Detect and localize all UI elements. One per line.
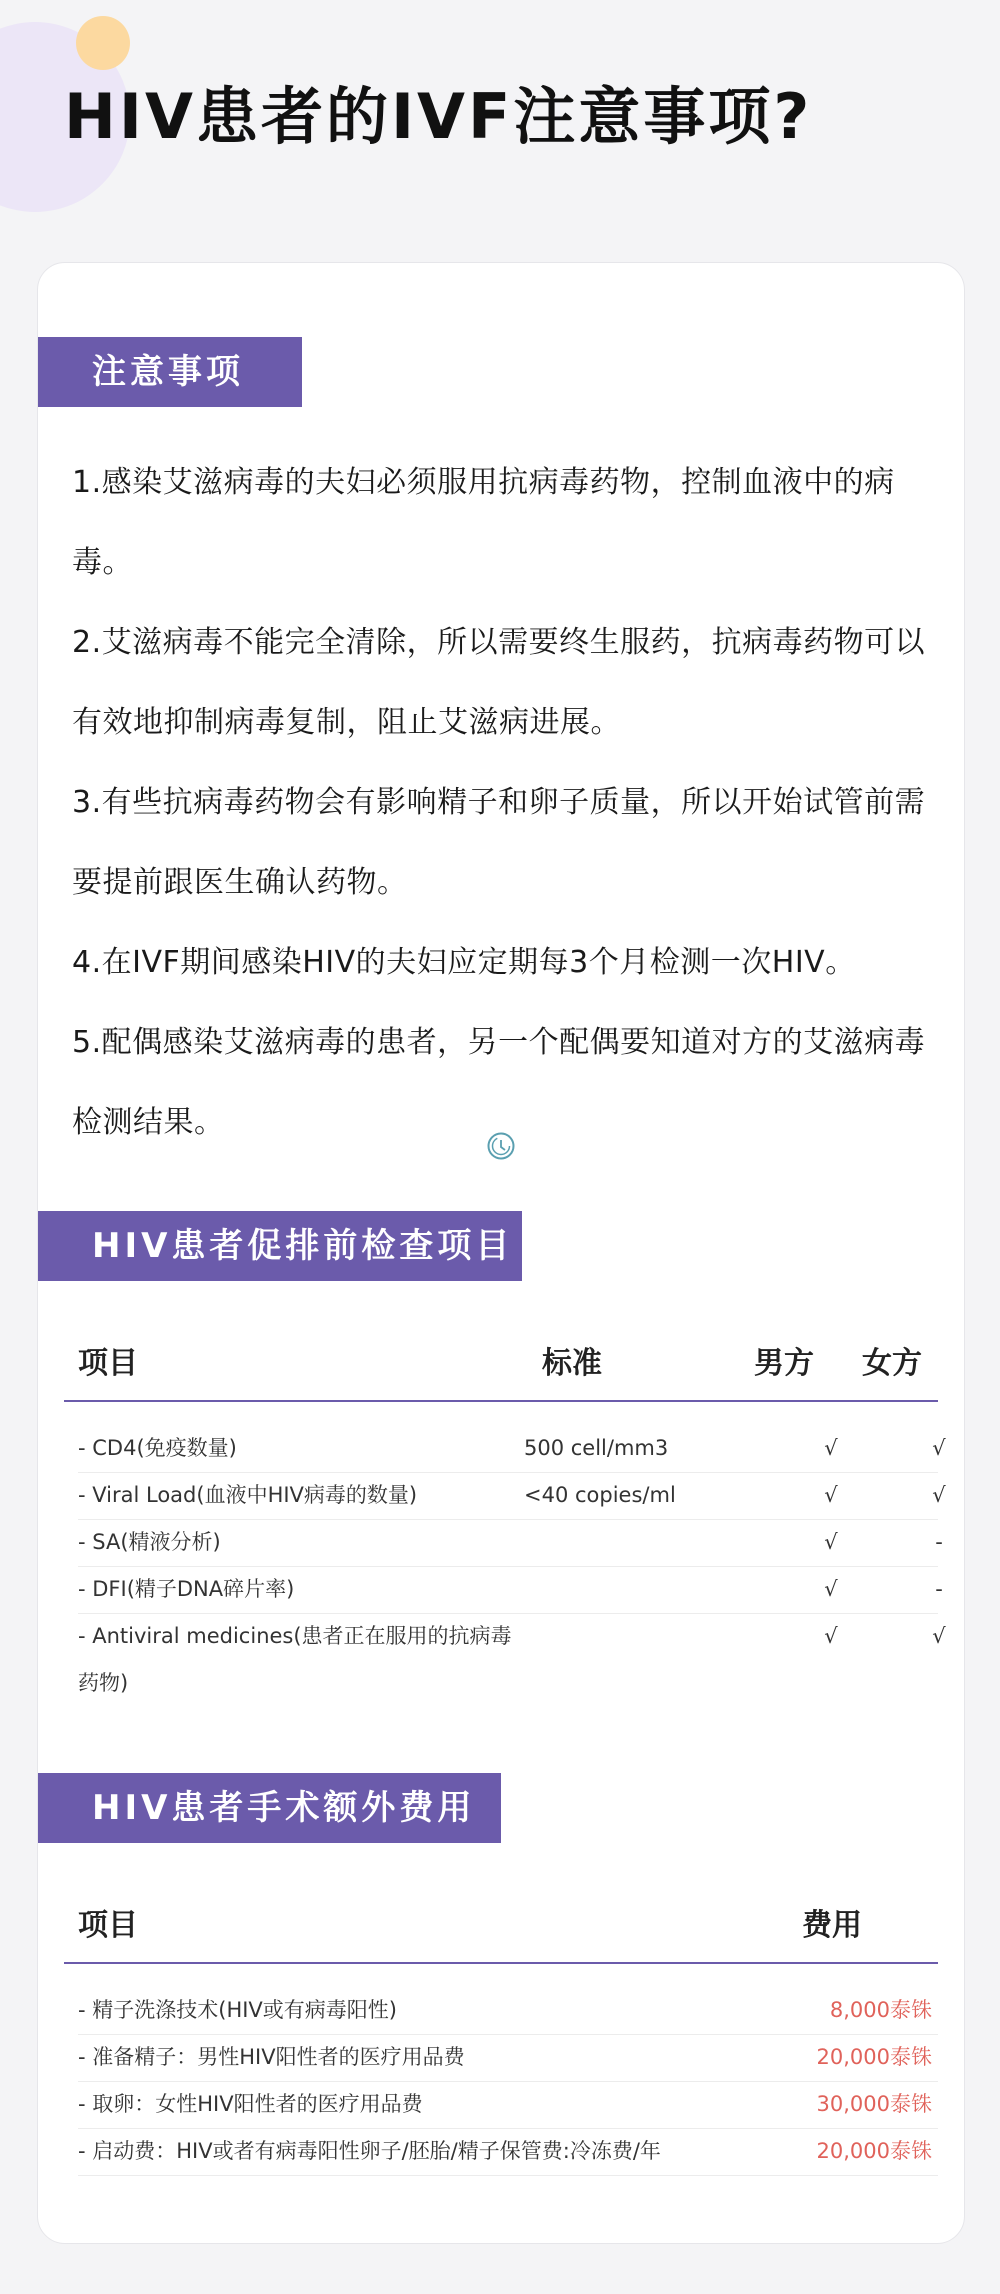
table-row [78,1613,946,1709]
row-standard: 500 cell/mm3 [524,1436,669,1460]
table-header-rule [64,1962,938,1964]
table-row [78,1987,938,2035]
column-header-item: 项目 [78,1908,138,1943]
column-header-female: 女方 [862,1346,922,1381]
row-female-check: √ [932,1624,946,1648]
row-item: - Antiviral medicines(患者正在服用的抗病毒药物) [78,1624,512,1695]
row-item: - 启动费：HIV或者有病毒阳性卵子/胚胎/精子保管费:冷冻费/年 [78,2139,661,2163]
notes-list [72,443,952,1163]
row-item: - Viral Load(血液中HIV病毒的数量) [78,1483,418,1507]
table-row [78,1425,946,1473]
row-male-check: √ [824,1483,838,1507]
table-row [78,1566,943,1614]
note-item: 2.艾滋病毒不能完全清除，所以需要终生服药，抗病毒药物可以有效地抑制病毒复制，阻止艾滋病进展。 [72,625,926,740]
note-item: 1.感染艾滋病毒的夫妇必须服用抗病毒药物，控制血液中的病毒。 [72,465,895,580]
row-female-check: √ [932,1483,946,1507]
decorative-circle-yellow [76,16,130,70]
table-row [78,1472,946,1520]
column-header-standard: 标准 [542,1346,602,1381]
table-row [78,2081,938,2129]
section-header-checks: HIV患者促排前检查项目 [38,1211,522,1281]
note-item: 5.配偶感染艾滋病毒的患者，另一个配偶要知道对方的艾滋病毒检测结果。 [72,1025,926,1140]
row-item: - SA(精液分析) [78,1530,221,1554]
row-female-check: - [935,1530,943,1554]
row-male-check: √ [824,1577,838,1601]
note-item: 4.在IVF期间感染HIV的夫妇应定期每3个月检测一次HIV。 [72,945,856,980]
row-male-check: √ [824,1436,838,1460]
section-header-fees: HIV患者手术额外费用 [38,1773,501,1843]
table-row [78,1519,943,1567]
table-row [78,2034,938,2082]
loading-spinner-icon [486,1131,516,1161]
row-fee: 30,000泰铢 [816,2092,932,2116]
row-fee: 20,000泰铢 [816,2045,932,2069]
row-female-check: - [935,1577,943,1601]
row-item: - 准备精子：男性HIV阳性者的医疗用品费 [78,2045,465,2069]
note-item: 3.有些抗病毒药物会有影响精子和卵子质量，所以开始试管前需要提前跟医生确认药物。 [72,785,926,900]
section-header-notes: 注意事项 [38,337,302,407]
row-item: - 精子洗涤技术(HIV或有病毒阳性) [78,1998,397,2022]
row-item: - CD4(免疫数量) [78,1436,237,1460]
column-header-fee: 费用 [802,1908,862,1943]
column-header-male: 男方 [754,1346,814,1381]
column-header-item: 项目 [78,1346,138,1381]
row-item: - 取卵：女性HIV阳性者的医疗用品费 [78,2092,423,2116]
row-female-check: √ [932,1436,946,1460]
row-item: - DFI(精子DNA碎片率) [78,1577,295,1601]
content-card [37,262,965,2244]
page-title: HIV患者的IVF注意事项? [64,80,813,153]
row-standard: <40 copies/ml [524,1483,676,1507]
table-row [78,2128,938,2176]
row-male-check: √ [824,1530,838,1554]
row-fee: 20,000泰铢 [816,2139,932,2163]
table-header-rule [64,1400,938,1402]
row-male-check: √ [824,1624,838,1648]
row-fee: 8,000泰铢 [829,1998,932,2022]
